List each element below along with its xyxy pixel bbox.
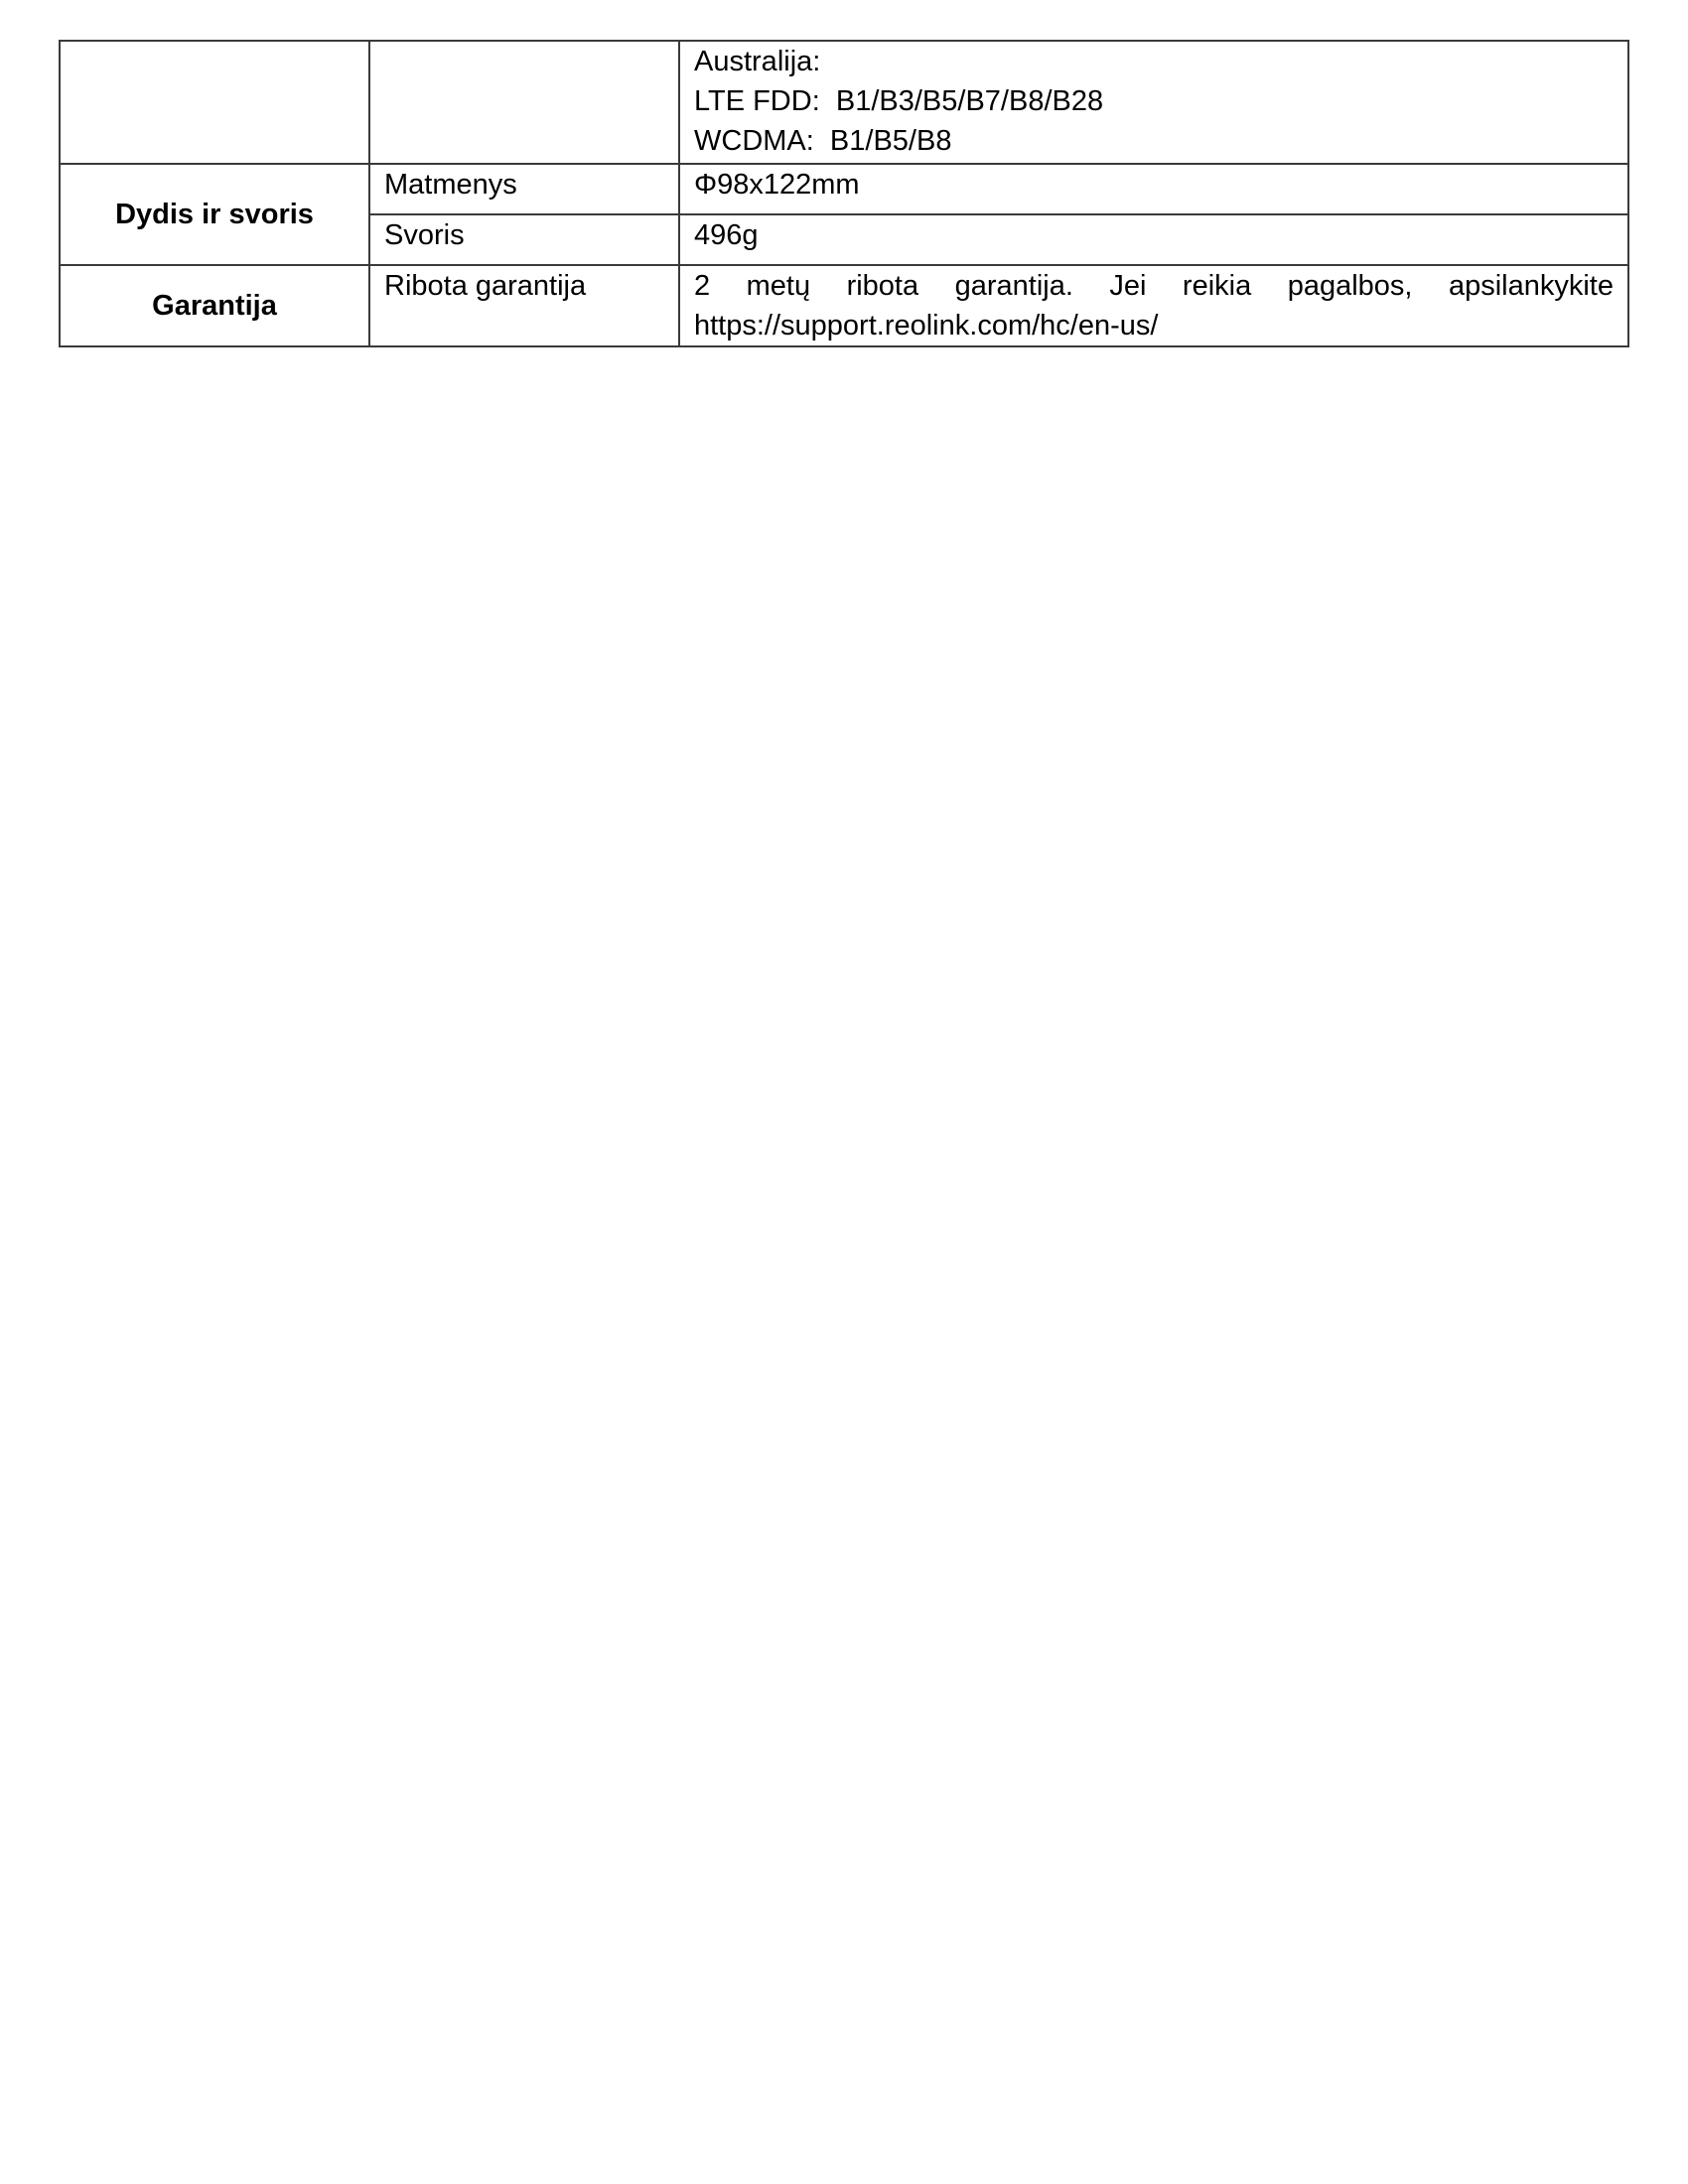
weight-value: 496g bbox=[679, 214, 1628, 265]
table-row bbox=[60, 265, 1628, 346]
specifications-table bbox=[59, 40, 1629, 347]
category-cell-empty bbox=[60, 41, 369, 164]
warranty-category: Garantija bbox=[60, 265, 369, 346]
subcategory-cell-empty bbox=[369, 41, 679, 164]
wcdma-bands: WCDMA: B1/B5/B8 bbox=[694, 125, 952, 157]
warranty-label: Ribota garantija bbox=[369, 265, 679, 346]
table-row bbox=[60, 164, 1628, 214]
australia-bands-cell bbox=[679, 41, 1628, 164]
size-weight-category: Dydis ir svoris bbox=[60, 164, 369, 265]
weight-label: Svoris bbox=[369, 214, 679, 265]
region-label: Australija: bbox=[694, 46, 821, 77]
lte-fdd-bands: LTE FDD: B1/B3/B5/B7/B8/B28 bbox=[694, 85, 1104, 117]
dimensions-label: Matmenys bbox=[369, 164, 679, 214]
table-row bbox=[60, 41, 1628, 164]
warranty-value: 2 metų ribota garantija. Jei reikia pagalbos, apsilankykite https://support.reolink.com/hc/en-us/ bbox=[679, 265, 1628, 346]
dimensions-value: Φ98x122mm bbox=[679, 164, 1628, 214]
